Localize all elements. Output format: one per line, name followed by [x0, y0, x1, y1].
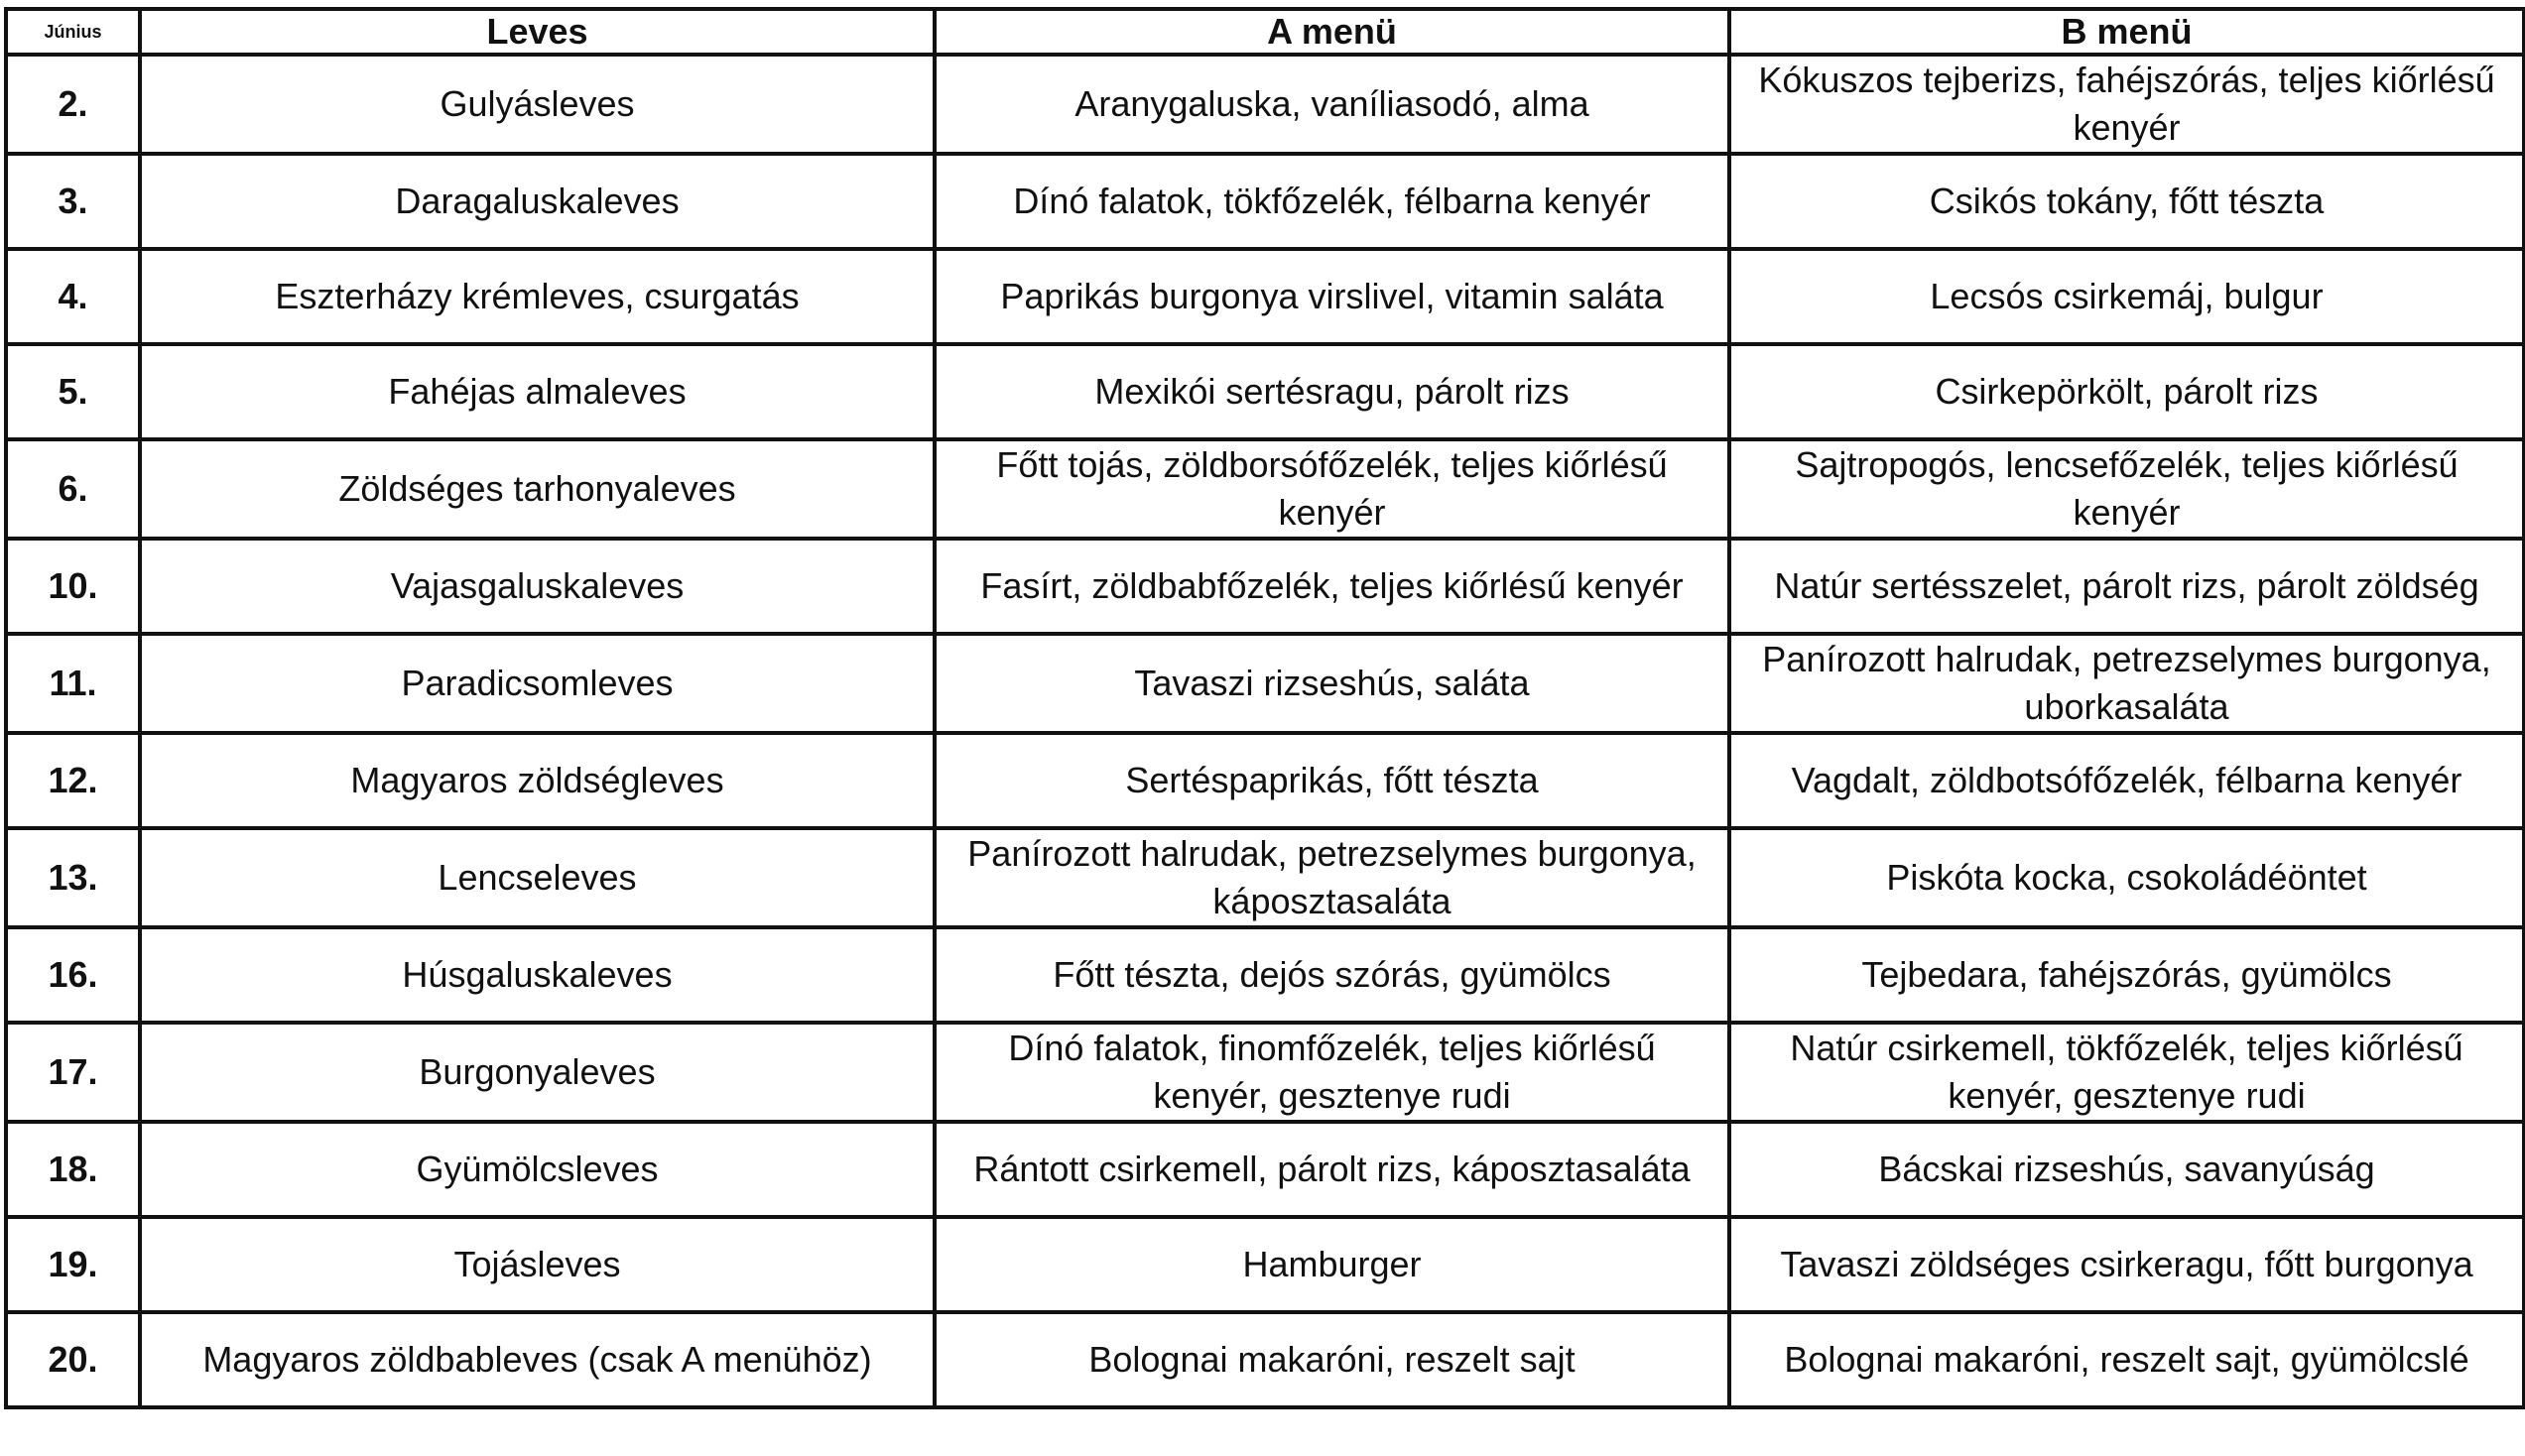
menu-a-cell: Főtt tészta, dejós szórás, gyümölcs: [935, 927, 1729, 1023]
soup-cell: Gulyásleves: [140, 55, 935, 154]
menu-b-cell: Bolognai makaróni, reszelt sajt, gyümölcslé: [1729, 1312, 2524, 1407]
table-row: [6, 634, 2524, 733]
menu-a-cell: Paprikás burgonya virslivel, vitamin saláta: [935, 249, 1729, 344]
table-row: [6, 1023, 2524, 1122]
day-cell: 6.: [6, 439, 140, 539]
table-row: [6, 828, 2524, 927]
month-header: Június: [6, 9, 140, 55]
menu-a-cell: Dínó falatok, tökfőzelék, félbarna kenyér: [935, 154, 1729, 249]
soup-cell: Fahéjas almaleves: [140, 344, 935, 439]
table-row: [6, 1312, 2524, 1407]
soup-cell: Paradicsomleves: [140, 634, 935, 733]
day-cell: 3.: [6, 154, 140, 249]
soup-cell: Daragaluskaleves: [140, 154, 935, 249]
menu-b-cell: Vagdalt, zöldbotsófőzelék, félbarna kenyér: [1729, 733, 2524, 828]
soup-cell: Magyaros zöldbableves (csak A menühöz): [140, 1312, 935, 1407]
table-row: [6, 439, 2524, 539]
table-row: [6, 539, 2524, 634]
menu-a-header: A menü: [935, 9, 1729, 55]
table-row: [6, 1122, 2524, 1217]
day-cell: 16.: [6, 927, 140, 1023]
soup-cell: Lencseleves: [140, 828, 935, 927]
soup-cell: Zöldséges tarhonyaleves: [140, 439, 935, 539]
menu-b-cell: Bácskai rizseshús, savanyúság: [1729, 1122, 2524, 1217]
table-row: [6, 927, 2524, 1023]
menu-a-cell: Panírozott halrudak, petrezselymes burgonya, káposztasaláta: [935, 828, 1729, 927]
menu-b-cell: Csikós tokány, főtt tészta: [1729, 154, 2524, 249]
menu-b-cell: Natúr csirkemell, tökfőzelék, teljes kiőrlésű kenyér, gesztenye rudi: [1729, 1023, 2524, 1122]
menu-a-cell: Sertéspaprikás, főtt tészta: [935, 733, 1729, 828]
table-row: [6, 154, 2524, 249]
table-row: [6, 55, 2524, 154]
day-cell: 5.: [6, 344, 140, 439]
day-cell: 10.: [6, 539, 140, 634]
soup-cell: Eszterházy krémleves, csurgatás: [140, 249, 935, 344]
day-cell: 13.: [6, 828, 140, 927]
table-row: [6, 249, 2524, 344]
menu-a-cell: Főtt tojás, zöldborsófőzelék, teljes kiőrlésű kenyér: [935, 439, 1729, 539]
menu-b-cell: Csirkepörkölt, párolt rizs: [1729, 344, 2524, 439]
menu-a-cell: Bolognai makaróni, reszelt sajt: [935, 1312, 1729, 1407]
menu-a-cell: Fasírt, zöldbabfőzelék, teljes kiőrlésű kenyér: [935, 539, 1729, 634]
menu-a-cell: Aranygaluska, vaníliasodó, alma: [935, 55, 1729, 154]
menu-b-cell: Panírozott halrudak, petrezselymes burgonya, uborkasaláta: [1729, 634, 2524, 733]
menu-a-cell: Tavaszi rizseshús, saláta: [935, 634, 1729, 733]
menu-b-cell: Lecsós csirkemáj, bulgur: [1729, 249, 2524, 344]
soup-cell: Burgonyaleves: [140, 1023, 935, 1122]
menu-a-cell: Rántott csirkemell, párolt rizs, káposztasaláta: [935, 1122, 1729, 1217]
menu-b-cell: Natúr sertésszelet, párolt rizs, párolt zöldség: [1729, 539, 2524, 634]
day-cell: 11.: [6, 634, 140, 733]
table-row: [6, 733, 2524, 828]
soup-cell: Vajasgaluskaleves: [140, 539, 935, 634]
day-cell: 19.: [6, 1217, 140, 1312]
soup-cell: Tojásleves: [140, 1217, 935, 1312]
table-row: [6, 344, 2524, 439]
menu-a-cell: Hamburger: [935, 1217, 1729, 1312]
menu-a-cell: Dínó falatok, finomfőzelék, teljes kiőrlésű kenyér, gesztenye rudi: [935, 1023, 1729, 1122]
day-cell: 20.: [6, 1312, 140, 1407]
day-cell: 4.: [6, 249, 140, 344]
menu-b-cell: Tavaszi zöldséges csirkeragu, főtt burgonya: [1729, 1217, 2524, 1312]
soup-cell: Gyümölcsleves: [140, 1122, 935, 1217]
day-cell: 17.: [6, 1023, 140, 1122]
header-row: [6, 9, 2524, 55]
menu-table: [4, 7, 2525, 1409]
soup-cell: Húsgaluskaleves: [140, 927, 935, 1023]
table-row: [6, 1217, 2524, 1312]
menu-b-cell: Piskóta kocka, csokoládéöntet: [1729, 828, 2524, 927]
menu-b-header: B menü: [1729, 9, 2524, 55]
day-cell: 2.: [6, 55, 140, 154]
day-cell: 12.: [6, 733, 140, 828]
menu-b-cell: Tejbedara, fahéjszórás, gyümölcs: [1729, 927, 2524, 1023]
menu-b-cell: Sajtropogós, lencsefőzelék, teljes kiőrlésű kenyér: [1729, 439, 2524, 539]
menu-b-cell: Kókuszos tejberizs, fahéjszórás, teljes kiőrlésű kenyér: [1729, 55, 2524, 154]
soup-header: Leves: [140, 9, 935, 55]
menu-a-cell: Mexikói sertésragu, párolt rizs: [935, 344, 1729, 439]
soup-cell: Magyaros zöldségleves: [140, 733, 935, 828]
day-cell: 18.: [6, 1122, 140, 1217]
